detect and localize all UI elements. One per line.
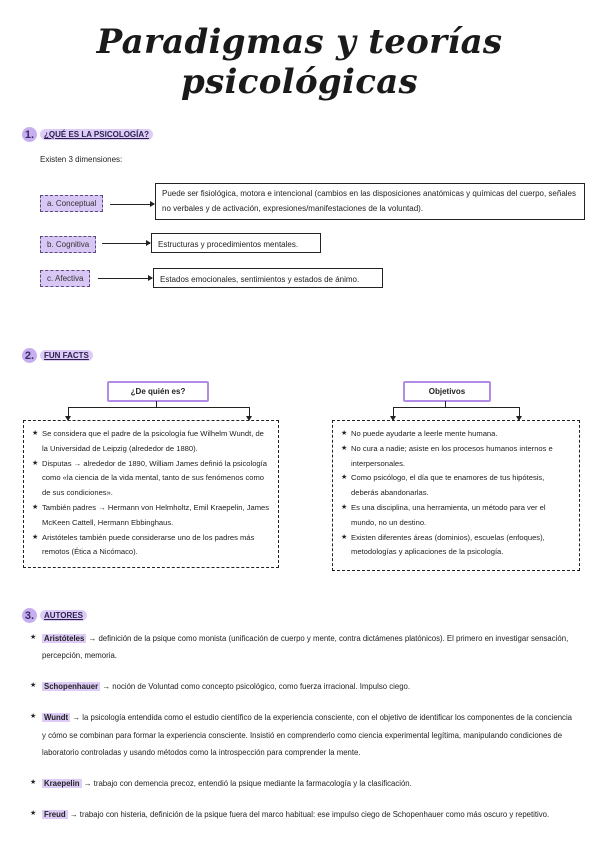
star-icon: ★ bbox=[341, 533, 348, 541]
list-item: ★ Disputas → alrededor de 1890, William James definió la psicología como «la ciencia de la vida mental, tanto de sus fenómenos como de sus condiciones». bbox=[32, 458, 267, 498]
fun-facts-right-title: Objetivos bbox=[403, 381, 491, 402]
star-icon: ★ bbox=[32, 533, 39, 541]
star-icon: ★ bbox=[30, 634, 37, 641]
list-item: ★ Freud → trabajo con histeria, definición de la psique fuera del marco habitual: ese impulso ciego de Schopenhauer como más oscuro y repetitivo. bbox=[30, 806, 575, 823]
section-1-heading: ¿QUÉ ES LA PSICOLOGÍA? bbox=[40, 129, 153, 140]
list-item: ★ Como psicólogo, el día que te enamores de tus hipótesis, deberás abandonarlas. bbox=[341, 473, 545, 498]
fun-facts-right-box bbox=[332, 420, 580, 571]
dimension-text-cognitiva: Estructuras y procedimientos mentales. bbox=[151, 233, 321, 253]
section-3-number: 3. bbox=[22, 608, 37, 623]
star-icon: ★ bbox=[30, 682, 37, 690]
section-1-intro: Existen 3 dimensiones: bbox=[40, 155, 123, 164]
dimension-label-conceptual: a. Conceptual bbox=[40, 195, 103, 212]
star-icon: ★ bbox=[30, 809, 37, 817]
star-icon: ★ bbox=[341, 503, 348, 511]
section-1-number: 1. bbox=[22, 127, 37, 142]
list-item: ★ No puede ayudarte a leerle mente humana. bbox=[341, 427, 571, 442]
dimension-label-cognitiva: b. Cognitiva bbox=[40, 236, 96, 253]
section-2-number: 2. bbox=[22, 348, 37, 363]
section-2-heading: FUN FACTS bbox=[40, 350, 93, 361]
list-item: ★ Wundt → la psicología entendida como el estudio científico de la experiencia consciente, con el objetivo de identificar los componentes de la conciencia y cómo se combinan para formar la experiencia consciente. Insistió en comprenderlo como ciencia experimental legítima, manipulando condiciones de laboratorio controladas y usando métodos como la introspección para comprender la mente. bbox=[30, 709, 575, 760]
fun-facts-left-box bbox=[23, 420, 279, 568]
dimension-text-afectiva: Estados emocionales, sentimientos y estados de ánimo. bbox=[153, 268, 383, 288]
page-title: Paradigmas y teorías psicológicas bbox=[96, 22, 503, 102]
section-3-heading: AUTORES bbox=[40, 610, 87, 621]
star-icon: ★ bbox=[341, 474, 348, 482]
fun-facts-left-title: ¿De quién es? bbox=[107, 381, 209, 402]
arrow-icon bbox=[98, 278, 152, 279]
list-item: ★ Aristóteles → definición de la psique como monista (unificación de cuerpo y mente, contra dictámenes platónicos). El primero en investigar sensación, percepción, memoria. bbox=[30, 630, 575, 664]
arrow-down-icon bbox=[519, 407, 520, 417]
star-icon: ★ bbox=[32, 430, 39, 437]
list-item: ★ Kraepelin → trabajo con demencia precoz, entendió la psique mediante la farmacología y la clasificación. bbox=[30, 775, 575, 792]
arrow-down-icon bbox=[249, 407, 250, 417]
connector bbox=[68, 407, 249, 408]
arrow-icon bbox=[110, 204, 154, 205]
star-icon: ★ bbox=[341, 430, 348, 437]
star-icon: ★ bbox=[32, 459, 39, 467]
star-icon: ★ bbox=[30, 713, 37, 721]
dimension-text-conceptual: Puede ser fisiológica, motora e intencional (cambios en las disposiciones anatómicas y químicas del cuerpo, señales no verbales y de activación, expresiones/manifestaciones de la voluntad). bbox=[155, 183, 585, 220]
star-icon: ★ bbox=[30, 778, 37, 786]
list-item: ★ Aristóteles también puede considerarse uno de los padres más remotos (Ética a Nicómaco). bbox=[32, 532, 255, 557]
list-item: ★ Schopenhauer → noción de Voluntad como concepto psicológico, como fuerza irracional. Impulso ciego. bbox=[30, 678, 575, 695]
arrow-down-icon bbox=[393, 407, 394, 417]
star-icon: ★ bbox=[32, 503, 39, 511]
list-item: ★ Existen diferentes áreas (dominios), escuelas (enfoques), metodologías y aplicaciones de la psicología. bbox=[341, 532, 545, 557]
star-icon: ★ bbox=[341, 444, 348, 452]
dimension-label-afectiva: c. Afectiva bbox=[40, 270, 90, 287]
authors-list bbox=[30, 630, 575, 823]
list-item: ★ Es una disciplina, una herramienta, un método para ver el mundo, no un destino. bbox=[341, 502, 546, 527]
arrow-down-icon bbox=[68, 407, 69, 417]
list-item: ★ Se considera que el padre de la psicología fue Wilhelm Wundt, de la Universidad de Leipzig (alrededor de 1880). bbox=[32, 429, 264, 453]
connector bbox=[393, 407, 519, 408]
list-item: ★ También padres → Hermann von Helmholtz, Emil Kraepelin, James McKeen Cattell, Hermann Ebbinghaus. bbox=[32, 502, 270, 527]
arrow-icon bbox=[102, 243, 150, 244]
list-item: ★ No cura a nadie; asiste en los procesos humanos internos e interpersonales. bbox=[341, 443, 553, 468]
